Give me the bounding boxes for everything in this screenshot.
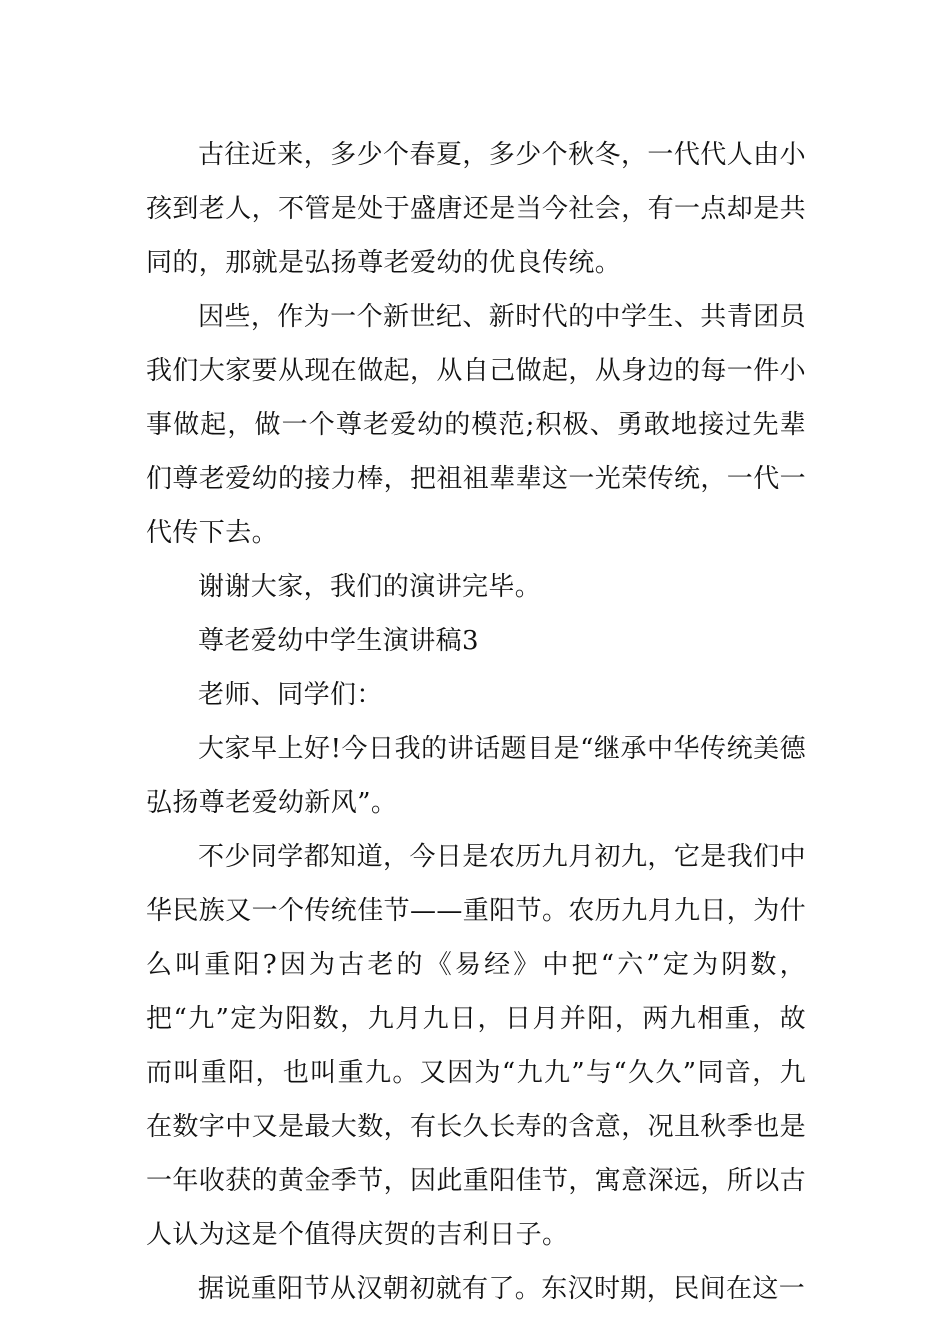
paragraph: 大家早上好!今日我的讲话题目是“继承中华传统美德弘扬尊老爱幼新风”。 [146, 734, 806, 818]
salutation: 老师、同学们： [198, 680, 383, 710]
document-body [146, 128, 806, 1316]
paragraph: 古往近来，多少个春夏，多少个秋冬，一代代人由小孩到老人，不管是处于盛唐还是当今社会，有一点却是共同的，那就是弘扬尊老爱幼的优良传统。 [146, 140, 807, 278]
paragraph: 谢谢大家，我们的演讲完毕。 [198, 572, 542, 602]
paragraph: 因些，作为一个新世纪、新时代的中学生、共青团员我们大家要从现在做起，从自己做起，从身边的每一件小事做起，做一个尊老爱幼的模范;积极、勇敢地接过先辈们尊老爱幼的接力棒，把祖祖辈辈这一光荣传统，一代一代传下去。 [146, 302, 807, 548]
section-heading: 尊老爱幼中学生演讲稿3 [198, 626, 479, 656]
paragraph: 不少同学都知道，今日是农历九月初九，它是我们中华民族又一个传统佳节——重阳节。农历九月九日，为什么叫重阳?因为古老的《易经》中把“六”定为阴数，把“九”定为阳数，九月九日，日月并阳，两九相重，故而叫重阳，也叫重九。又因为“九九”与“久久”同音，九在数字中又是最大数，有长久长寿的含意，况且秋季也是一年收获的黄金季节，因此重阳佳节，寓意深远，所以古人认为这是个值得庆贺的吉利日子。 [146, 842, 807, 1250]
paragraph: 据说重阳节从汉朝初就有了。东汉时期，民间在这一 [198, 1274, 806, 1304]
